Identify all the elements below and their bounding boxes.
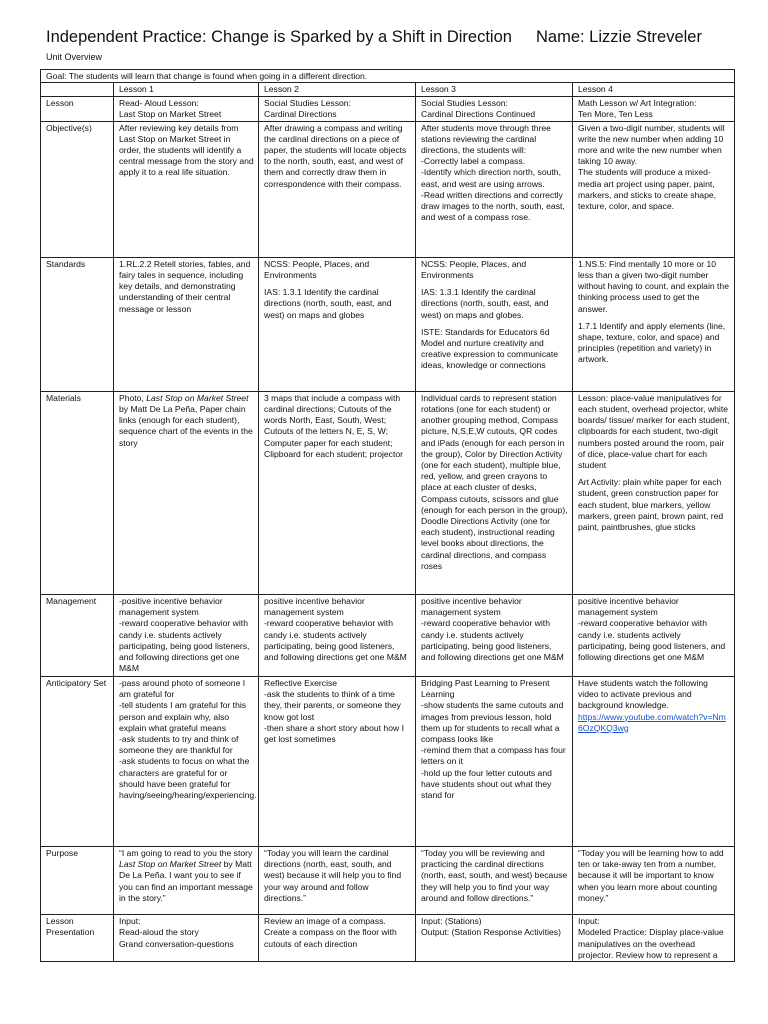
cell-line: Create a compass on the floor with cutouts of each direction bbox=[264, 927, 397, 949]
cell-line: Given a two-digit number, students will write the new number when adding 10 more and write the new number when taking 10 away. bbox=[578, 122, 725, 167]
cell-line: Read-aloud the story bbox=[119, 927, 199, 938]
cell-purpose-1 bbox=[114, 847, 259, 915]
cell-line: -reward cooperative behavior with candy i.e. students actively participating, being good listeners, and following directions get one M&M bbox=[119, 618, 250, 674]
cell-line: Input: bbox=[119, 916, 141, 927]
cell-materials-4 bbox=[573, 391, 735, 594]
cell-line: Bridging Past Learning to Present Learning bbox=[421, 677, 550, 700]
row-lesson-presentation bbox=[41, 915, 735, 962]
cell-line: Modeled Practice: Display place-value manipulatives on the overhead projector. Review how to represent a bbox=[578, 927, 724, 960]
purpose-1-book-title: Last Stop on Market Street bbox=[119, 859, 222, 870]
cell-line: Individual cards to represent station rotations (one for each student) or another grouping method, Compass picture, N,S,E,W cutouts, QR codes and iPads (enough for each person in the group), Color by Direction Activity (one for each student), multiple blue, red, yellow, and green crayons to place at each cluster of desks, Compass cutouts, scissors and glue (enough for each person in the group), Doodle Directions Activity (one for each student), instructional reading level books about directions, the cardinal directions, and compass roses bbox=[421, 392, 568, 571]
cell-line: 1.RL.2.2 Retell stories, fables, and fairy tales in sequence, including key details, and demonstrating understanding of their central message or lesson bbox=[119, 258, 251, 314]
cell-line: IAS: 1.3.1 Identify the cardinal directions (north, south, east, and west) on maps and globes. bbox=[421, 287, 549, 320]
cell-line: Read- Aloud Lesson: bbox=[119, 98, 199, 109]
column-header-lesson-4: Lesson 4 bbox=[573, 83, 735, 97]
row-anticipatory-set bbox=[41, 676, 735, 846]
cell-purpose-2 bbox=[259, 847, 416, 915]
cell-anticipatory-1 bbox=[114, 676, 259, 846]
row-label-anticipatory-set: Anticipatory Set bbox=[41, 676, 114, 846]
goal-cell: Goal: The students will learn that change is found when going in a different direction. bbox=[41, 70, 735, 83]
cell-line: Review an image of a compass. bbox=[264, 916, 386, 927]
cell-line: -tell students I am grateful for this person and explain why, also explain what grateful means bbox=[119, 700, 247, 733]
cell-purpose-3 bbox=[416, 847, 573, 915]
cell-presentation-3 bbox=[416, 915, 573, 962]
row-lesson bbox=[41, 97, 735, 121]
cell-line: -then share a short story about how I get lost sometimes bbox=[264, 722, 404, 744]
row-materials bbox=[41, 391, 735, 594]
cell-management-3 bbox=[416, 594, 573, 676]
row-label-materials: Materials bbox=[41, 391, 114, 594]
row-standards bbox=[41, 257, 735, 391]
cell-line: -reward cooperative behavior with candy i.e. students actively participating, being good listeners, and following directions get one M&M bbox=[264, 618, 407, 662]
row-label-lesson-presentation: Lesson Presentation bbox=[41, 915, 114, 962]
cell-line: -reward cooperative behavior with candy i.e. students actively participating, being good listeners, and following directions get one M&M bbox=[421, 618, 564, 662]
cell-line: Math Lesson w/ Art Integration: bbox=[578, 98, 697, 109]
cell-anticipatory-3 bbox=[416, 676, 573, 846]
cell-line: 1.NS.5: Find mentally 10 more or 10 less than a given two-digit number without having to count, and explain the thinking process used to get the answer. bbox=[578, 258, 729, 314]
cell-objectives-3 bbox=[416, 121, 573, 257]
cell-line: Reflective Exercise bbox=[264, 677, 338, 688]
cell-line: -Read written directions and correctly draw images to the north, south, east, and west of a compass rose. bbox=[421, 189, 565, 223]
cell-presentation-4 bbox=[573, 915, 735, 962]
cell-standards-1 bbox=[114, 257, 259, 391]
cell-lesson-3 bbox=[416, 97, 573, 121]
cell-line: “Today you will learn the cardinal directions (north, east, south, and west) because it will help you to find your way around and follow directions.” bbox=[264, 848, 402, 903]
cell-line: -show students the same cutouts and images from previous lesson, hold them up for students to recall what a compass looks like bbox=[421, 700, 564, 744]
cell-line: 1.7.1 Identify and apply elements (line, shape, texture, color, and space) and principles (repetition and variety) in artwork. bbox=[578, 320, 726, 365]
cell-lesson-2 bbox=[259, 97, 416, 121]
cell-line: positive incentive behavior management system bbox=[264, 595, 365, 618]
cell-anticipatory-4 bbox=[573, 676, 735, 846]
row-label-purpose: Purpose bbox=[41, 847, 114, 915]
cell-materials-1 bbox=[114, 391, 259, 594]
column-header-lesson-1: Lesson 1 bbox=[114, 83, 259, 97]
cell-line: -ask students to try and think of someone they are thankful for bbox=[119, 733, 239, 756]
row-label-objectives: Objective(s) bbox=[41, 121, 114, 257]
cell-line: NCSS: People, Places, and Environments bbox=[264, 258, 370, 280]
cell-line: After drawing a compass and writing the cardinal directions on a piece of paper, the students will locate objects to the north, south, east, and west of them and correctly draw them in correspondence with their compass. bbox=[264, 122, 407, 189]
cell-line: Lesson: place-value manipulatives for each student, overhead projector, white boards/ tissue/ marker for each student, clipboards for each student, two-digit numbers posted around the room, pair of dice, place-value chart for each student bbox=[578, 392, 730, 470]
cell-line: 3 maps that include a compass with cardinal directions; Cutouts of the words North, East, South, West; Cutouts of the letters N, E, S, W; Computer paper for each student; Clipboard for each student; projector bbox=[264, 392, 404, 459]
row-label-lesson: Lesson bbox=[41, 97, 114, 121]
cell-line: Ten More, Ten Less bbox=[578, 109, 653, 120]
anticipatory-4-text: Have students watch the following video to activate previous and background knowledge. bbox=[578, 677, 708, 711]
cell-presentation-2 bbox=[259, 915, 416, 962]
cell-objectives-4 bbox=[573, 121, 735, 257]
cell-line: ISTE: Standards for Educators 6d Model and nurture creativity and creative expression to communicate ideas, knowledge or connections bbox=[421, 326, 559, 371]
materials-1-book-title: Last Stop on Market Street bbox=[146, 392, 249, 403]
cell-line: Social Studies Lesson: bbox=[264, 98, 351, 109]
cell-line: After reviewing key details from Last Stop on Market Street in order, the students will identify a central message from the story and apply it to a real life situation. bbox=[119, 122, 254, 178]
page-subtitle: Unit Overview bbox=[46, 52, 103, 62]
row-label-standards: Standards bbox=[41, 257, 114, 391]
cell-line: Grand conversation-questions bbox=[119, 938, 234, 949]
column-header-lesson-2: Lesson 2 bbox=[259, 83, 416, 97]
cell-line: The students will produce a mixed-media art project using paper, paint, markers, and sticks to create shape, texture, color, and space. bbox=[578, 167, 717, 212]
cell-line: -remind them that a compass has four letters on it bbox=[421, 745, 566, 767]
cell-lesson-4 bbox=[573, 97, 735, 121]
column-header-row bbox=[41, 83, 735, 97]
cell-lesson-1 bbox=[114, 97, 259, 121]
cell-objectives-2 bbox=[259, 121, 416, 257]
cell-line: Output: (Station Response Activities) bbox=[421, 927, 561, 938]
cell-anticipatory-2 bbox=[259, 676, 416, 846]
cell-line: Input: (Stations) bbox=[421, 916, 482, 927]
student-name: Name: Lizzie Streveler bbox=[536, 28, 702, 46]
cell-standards-4 bbox=[573, 257, 735, 391]
cell-line: -ask the students to think of a time they, their parents, or someone they know got lost bbox=[264, 689, 401, 722]
cell-line: Input: bbox=[578, 916, 600, 927]
unit-overview-table bbox=[40, 69, 735, 962]
cell-materials-2 bbox=[259, 391, 416, 594]
cell-line: After students move through three stations reviewing the cardinal directions, the students will: bbox=[421, 122, 551, 156]
cell-line: -ask students to focus on what the characters are grateful for or should have been grateful for having/seeing/hearing/experiencing. bbox=[119, 756, 257, 800]
cell-line: “Today you will be learning how to add ten or take-away ten from a number, because it will be important to know when you learn more about counting money.” bbox=[578, 848, 724, 903]
purpose-1-pre: “I am going to read to you the story bbox=[119, 848, 253, 859]
row-purpose bbox=[41, 847, 735, 915]
cell-line: -reward cooperative behavior with candy i.e. students actively participating, being good listeners, and following directions get one M&M bbox=[578, 618, 726, 662]
purpose-1-post: by Matt De La Peña. I want you to see if you can find an important message in the story.” bbox=[119, 859, 253, 903]
cell-line: Last Stop on Market Street bbox=[119, 109, 222, 120]
goal-row bbox=[41, 70, 735, 83]
cell-line: Cardinal Directions Continued bbox=[421, 109, 536, 120]
cell-line: Art Activity: plain white paper for each student, green construction paper for each student, blue markers, yellow markers, green paint, brown paint, red paint, paintbrushes, glue sticks bbox=[578, 477, 724, 533]
cell-management-1 bbox=[114, 594, 259, 676]
cell-standards-2 bbox=[259, 257, 416, 391]
cell-presentation-1 bbox=[114, 915, 259, 962]
column-header-blank bbox=[41, 83, 114, 97]
cell-line: positive incentive behavior management system bbox=[578, 595, 679, 618]
materials-1-post: by Matt De La Peña, Paper chain links (enough for each student), sequence chart of the events in the story bbox=[119, 403, 253, 448]
cell-purpose-4 bbox=[573, 847, 735, 915]
youtube-video-link[interactable]: https://www.youtube.com/watch?v=Nm6OzQKQ3wg bbox=[578, 711, 726, 733]
cell-objectives-1 bbox=[114, 121, 259, 257]
page-title: Independent Practice: Change is Sparked by a Shift in Direction bbox=[46, 28, 512, 46]
cell-line: -pass around photo of someone I am grateful for bbox=[119, 677, 246, 700]
row-management bbox=[41, 594, 735, 676]
cell-line: IAS: 1.3.1 Identify the cardinal directions (north, south, east, and west) on maps and globes bbox=[264, 287, 392, 320]
cell-line: “Today you will be reviewing and practicing the cardinal directions (north, east, south, and west) because they will help you to find your way around and follow directions.” bbox=[421, 848, 568, 903]
cell-line: positive incentive behavior management system bbox=[421, 595, 522, 618]
row-label-management: Management bbox=[41, 594, 114, 676]
cell-line: Cardinal Directions bbox=[264, 109, 337, 120]
cell-line: NCSS: People, Places, and Environments bbox=[421, 258, 527, 280]
cell-line: -hold up the four letter cutouts and have students shout out what they stand for bbox=[421, 767, 552, 800]
cell-standards-3 bbox=[416, 257, 573, 391]
cell-line: Social Studies Lesson: bbox=[421, 98, 508, 109]
cell-line: -Correctly label a compass. bbox=[421, 156, 526, 167]
column-header-lesson-3: Lesson 3 bbox=[416, 83, 573, 97]
page-header bbox=[46, 28, 736, 50]
row-objectives bbox=[41, 121, 735, 257]
cell-management-4 bbox=[573, 594, 735, 676]
cell-line: -Identify which direction north, south, east, and west are using arrows. bbox=[421, 167, 561, 189]
cell-line: -positive incentive behavior management system bbox=[119, 595, 223, 618]
cell-management-2 bbox=[259, 594, 416, 676]
materials-1-pre: Photo, bbox=[119, 392, 147, 403]
cell-materials-3 bbox=[416, 391, 573, 594]
